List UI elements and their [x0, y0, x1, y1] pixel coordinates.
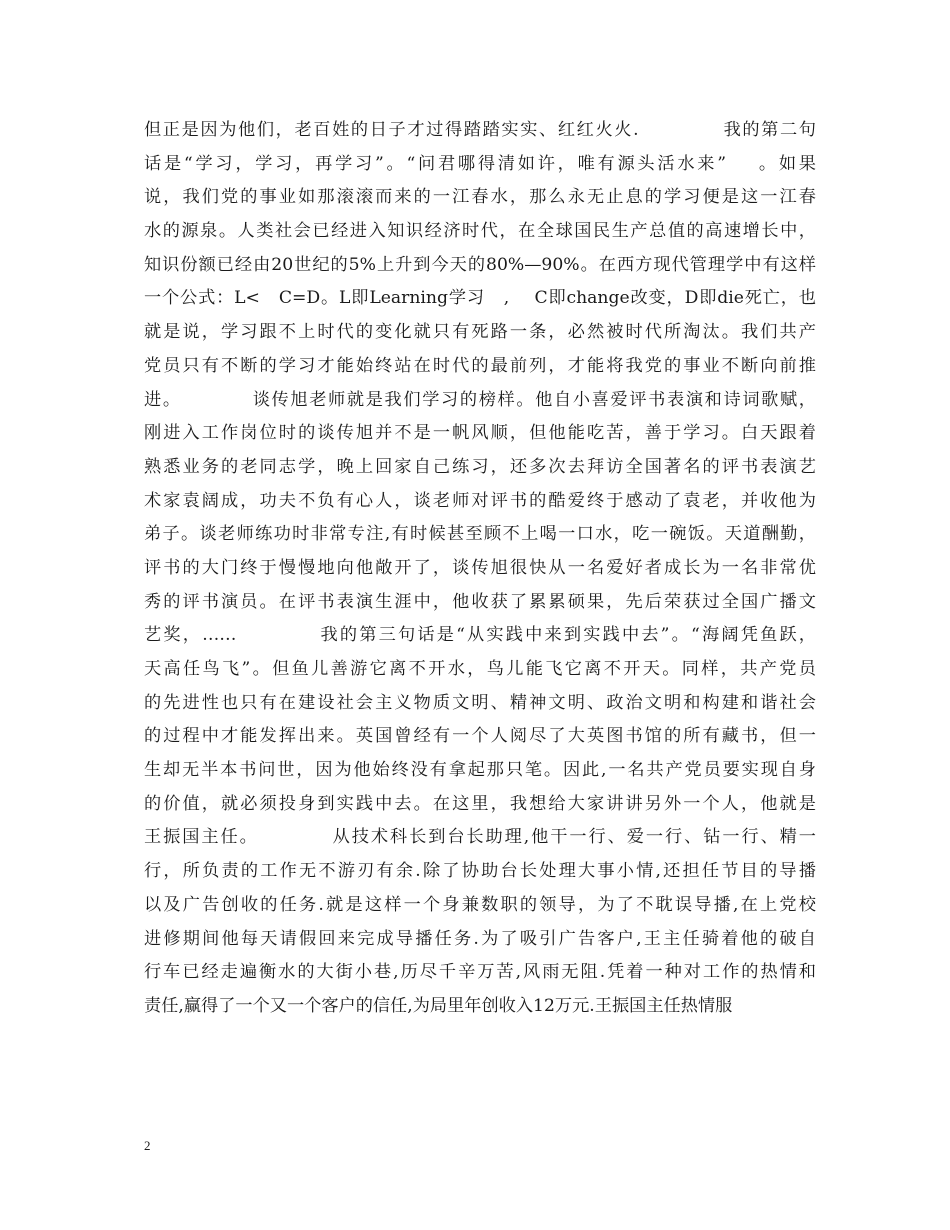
text-line: 党员只有不断的学习才能始终站在时代的最前列，才能将我党的事业不断向前推	[144, 355, 816, 376]
text-line: 但正是因为他们，老百姓的日子才过得踏踏实实、红红火火. 我的第二句	[144, 120, 816, 140]
text-line: 话是“学习，学习，再学习”。“问君哪得清如许，唯有源头活水来” 。如果	[144, 153, 816, 174]
text-line: 刚进入工作岗位时的谈传旭并不是一帆风顺，但他能吃苦，善于学习。白天跟着	[144, 423, 816, 444]
text-line: 行车已经走遍衡水的大街小巷,历尽千辛万苦,风雨无阻.凭着一种对工作的热情和	[144, 962, 816, 983]
text-line: 秀的评书演员。在评书表演生涯中，他收获了累累硕果，先后荣获过全国广播文	[144, 591, 816, 612]
text-line: 的过程中才能发挥出来。英国曾经有一个人阅尽了大英图书馆的所有藏书，但一	[144, 726, 816, 747]
text-line: 进。 谈传旭老师就是我们学习的榜样。他自小喜爱评书表演和诗词歌赋，	[144, 389, 816, 410]
text-line: 术家袁阔成，功夫不负有心人，谈老师对评书的酷爱终于感动了袁老，并收他为	[144, 490, 816, 511]
page-number: 2	[144, 1138, 151, 1153]
text-line: 责任,赢得了一个又一个客户的信任,为局里年创收入12万元.王振国主任热情服	[144, 995, 733, 1016]
text-line: 知识份额已经由20世纪的5%上升到今天的80%—90%。在西方现代管理学中有这样	[144, 254, 816, 275]
text-line: 水的源泉。人类社会已经进入知识经济时代，在全球国民生产总值的高速增长中，	[144, 221, 816, 242]
body-text	[144, 114, 816, 1024]
text-line: 行，所负责的工作无不游刃有余.除了协助台长处理大事小情,还担任节目的导播	[144, 861, 816, 882]
text-line: 艺奖，…… 我的第三句话是“从实践中来到实践中去”。“海阔凭鱼跃，	[144, 625, 816, 646]
text-line: 生却无半本书问世，因为他始终没有拿起那只笔。因此,一名共产党员要实现自身	[144, 760, 816, 781]
text-line: 的价值，就必须投身到实践中去。在这里，我想给大家讲讲另外一个人，他就是	[144, 793, 816, 814]
text-line: 评书的大门终于慢慢地向他敞开了，谈传旭很快从一名爱好者成长为一名非常优	[144, 557, 816, 578]
text-line: 天高任鸟飞”。但鱼儿善游它离不开水，鸟儿能飞它离不开天。同样，共产党员	[144, 659, 816, 679]
text-line: 进修期间他每天请假回来完成导播任务.为了吸引广告客户,王主任骑着他的破自	[144, 928, 816, 949]
text-line: 以及广告创收的任务.就是这样一个身兼数职的领导，为了不耽误导播,在上党校	[144, 894, 816, 915]
text-line: 熟悉业务的老同志学，晚上回家自己练习，还多次去拜访全国著名的评书表演艺	[144, 456, 816, 477]
text-line: 弟子。谈老师练功时非常专注,有时候甚至顾不上喝一口水，吃一碗饭。天道酬勤，	[144, 524, 816, 545]
text-line: 就是说，学习跟不上时代的变化就只有死路一条，必然被时代所淘汰。我们共产	[144, 322, 816, 343]
text-line: 王振国主任。 从技术科长到台长助理,他干一行、爱一行、钻一行、精一	[144, 827, 816, 848]
text-line: 一个公式：L< C=D。L即Learning学习 , C即change改变，D即die死亡，也	[144, 288, 816, 309]
text-line: 说，我们党的事业如那滚滚而来的一江春水，那么永无止息的学习便是这一江春	[144, 187, 816, 208]
text-line: 的先进性也只有在建设社会主义物质文明、精神文明、政治文明和构建和谐社会	[144, 692, 816, 713]
